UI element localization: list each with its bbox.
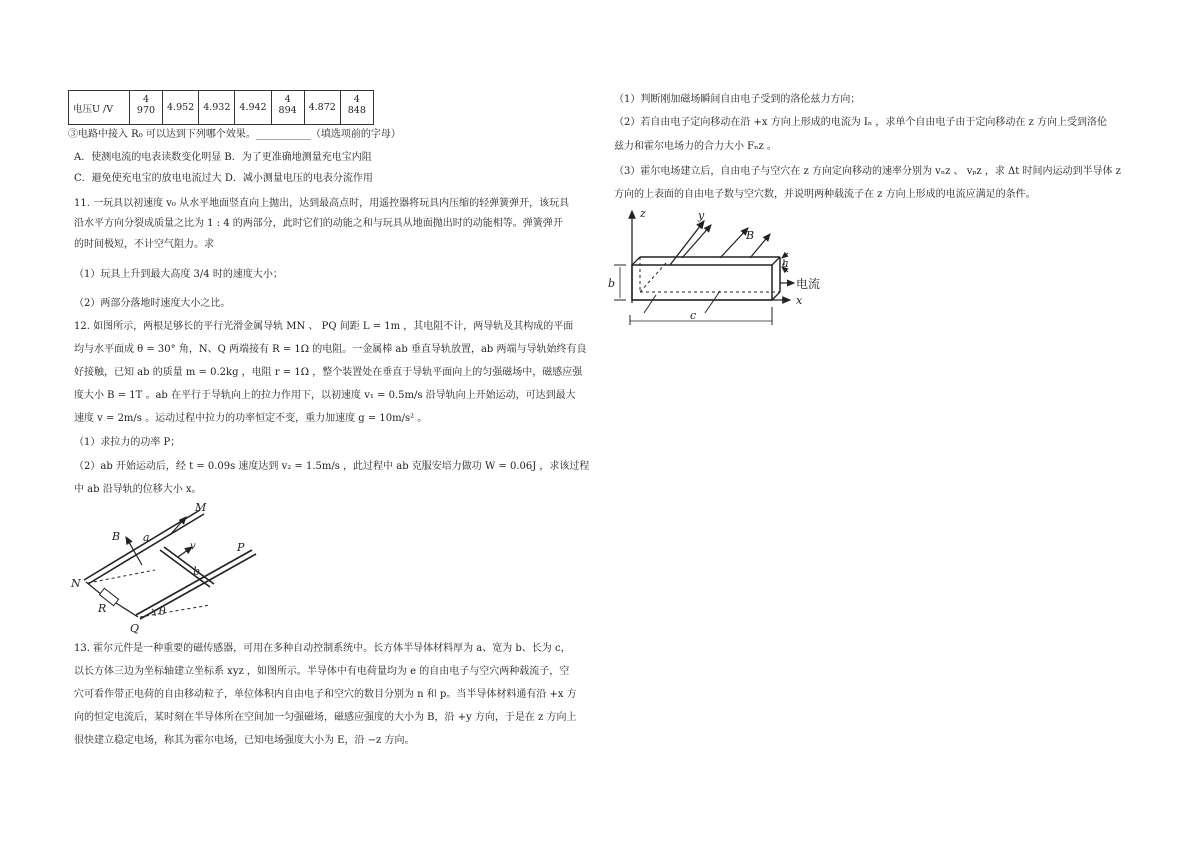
text-line: ③电路中接入 R₀ 可以达到下列哪个效果。___________（填选项前的字母）	[68, 129, 401, 140]
label-theta: θ	[159, 605, 166, 618]
table-cell: 4 848	[340, 91, 373, 125]
question-13-line: 13. 霍尔元件是一种重要的磁传感器，可用在多种自动控制系统中。长方体半导体材料厚为 a、宽为 b、长为 c，	[74, 643, 571, 654]
label-v: v	[190, 541, 196, 552]
label-b-end: b	[193, 565, 201, 578]
question-12-part: （2）ab 开始运动后，经 t = 0.09s 速度达到 v₂ = 1.5m/s ，此过程中 ab 克服安培力做功 W = 0.06J ，求该过程	[74, 461, 590, 472]
label-b: b	[608, 277, 616, 290]
field-arrow	[126, 537, 142, 565]
question-13-line: 穴可看作带正电荷的自由移动粒子，单位体积内自由电子和空穴的数目分别为 n 和 p。当半导体材料通有沿 +x 方	[74, 689, 577, 700]
question-11-part: （2）两部分落地时速度大小之比。	[74, 298, 231, 309]
label-b-field: B	[112, 530, 121, 543]
label-x: x	[796, 294, 803, 307]
label-a: a	[782, 257, 789, 270]
question-11-line: 11. 一玩具以初速度 v₀ 从水平地面竖直向上抛出，达到最高点时，用遥控器将玩具内压缩的轻弹簧弹开，该玩具	[74, 198, 570, 209]
table-cell: 4.952	[163, 91, 199, 125]
rod-ab	[160, 550, 210, 587]
question-13-part: 方向的上表面的自由电子数与空穴数，并说明两种载流子在 z 方向上形成的电流应满足的条件。	[614, 189, 1036, 200]
question-13-line: 很快建立稳定电场，称其为霍尔电场，已知电场强度大小为 E，沿 −z 方向。	[74, 735, 415, 746]
question-11-line: 的时间极短，不计空气阻力。求	[74, 239, 214, 250]
label-current: 电流	[796, 277, 821, 291]
voltage-table	[68, 90, 374, 125]
question-11-line: 沿水平方向分裂成质量之比为 1 : 4 的两部分，此时它们的动能之和与玩具从地面抛出时的动能相等。弹簧弹开	[74, 218, 563, 229]
hall-element-diagram	[600, 203, 840, 328]
label-a: a	[143, 531, 150, 544]
label-p: P	[237, 541, 245, 554]
option-line: C．避免使充电宝的放电电流过大 D．减小测量电压的电表分流作用	[74, 173, 373, 184]
table-cell: 4.932	[199, 91, 235, 125]
question-12-line: 度大小 B = 1T 。ab 在平行于导轨向上的拉力作用下，以初速度 v₁ = 0.5m/s 沿导轨向上开始运动，可达到最大	[74, 390, 576, 401]
table-row	[69, 91, 374, 125]
question-12-line: 速度 v = 2m/s 。运动过程中拉力的功率恒定不变，重力加速度 g = 10m/s² 。	[74, 413, 428, 424]
question-13-part: 兹力和霍尔电场力的合力大小 Fₙz 。	[614, 141, 777, 152]
y-axis	[670, 221, 704, 265]
table-cell: 4.872	[304, 91, 340, 125]
question-12-line: 好接触，已知 ab 的质量 m = 0.2kg ，电阻 r = 1Ω ，整个装置处在垂直于导轨平面向上的匀强磁场中，磁感应强	[74, 367, 583, 378]
question-13-part: （3）霍尔电场建立后，自由电子与空穴在 z 方向定向移动的速率分别为 vₙz 、 vₚz ，求 Δt 时间内运动到半导体 z	[614, 166, 1121, 177]
table-header-cell: 电压U /V	[69, 91, 130, 125]
question-11-part: （1）玩具上升到最大高度 3/4 时的速度大小；	[74, 269, 283, 280]
question-12-line: 均与水平面成 θ = 30° 角，N、Q 两端接有 R = 1Ω 的电阻。一金属棒 ab 垂直导轨放置，ab 两端与导轨始终有良	[74, 344, 587, 355]
label-y: y	[698, 209, 705, 222]
question-13-line: 向的恒定电流后，某时刻在半导体所在空间加一匀强磁场，磁感应强度的大小为 B，沿 +y 方向，于是在 z 方向上	[74, 712, 577, 723]
label-n: N	[71, 577, 81, 590]
question-13-part: （1）判断刚加磁场瞬间自由电子受到的洛伦兹力方向；	[614, 94, 861, 105]
table-cell: 4 970	[130, 91, 163, 125]
table-cell: 4 894	[271, 91, 304, 125]
rail-pq	[136, 550, 252, 615]
question-13-part: （2）若自由电子定向移动在沿 +x 方向上形成的电流为 Iₙ ，求单个自由电子由于定向移动在 z 方向上受到洛伦	[614, 117, 1107, 128]
question-12-part: 中 ab 沿导轨的位移大小 x。	[74, 484, 202, 495]
label-r: R	[98, 602, 107, 615]
label-m: M	[195, 501, 207, 514]
label-q: Q	[130, 622, 140, 635]
semiconductor-block	[632, 265, 772, 300]
label-b-field: B	[746, 229, 755, 242]
rail-diagram	[60, 495, 280, 640]
question-12-line: 12. 如图所示，两根足够长的平行光滑金属导轨 MN 、 PQ 间距 L = 1m ，其电阻不计，两导轨及其构成的平面	[74, 321, 574, 332]
label-z: z	[640, 207, 646, 220]
question-12-part: （1）求拉力的功率 P；	[74, 437, 181, 448]
question-13-line: 以长方体三边为坐标轴建立坐标系 xyz ，如图所示。半导体中有电荷量均为 e 的自由电子与空穴两种载流子，空	[74, 666, 570, 677]
label-c: c	[690, 309, 697, 322]
table-cell: 4.942	[235, 91, 271, 125]
option-line: A．使测电流的电表读数变化明显 B．为了更准确地测量充电宝内阻	[74, 152, 372, 163]
